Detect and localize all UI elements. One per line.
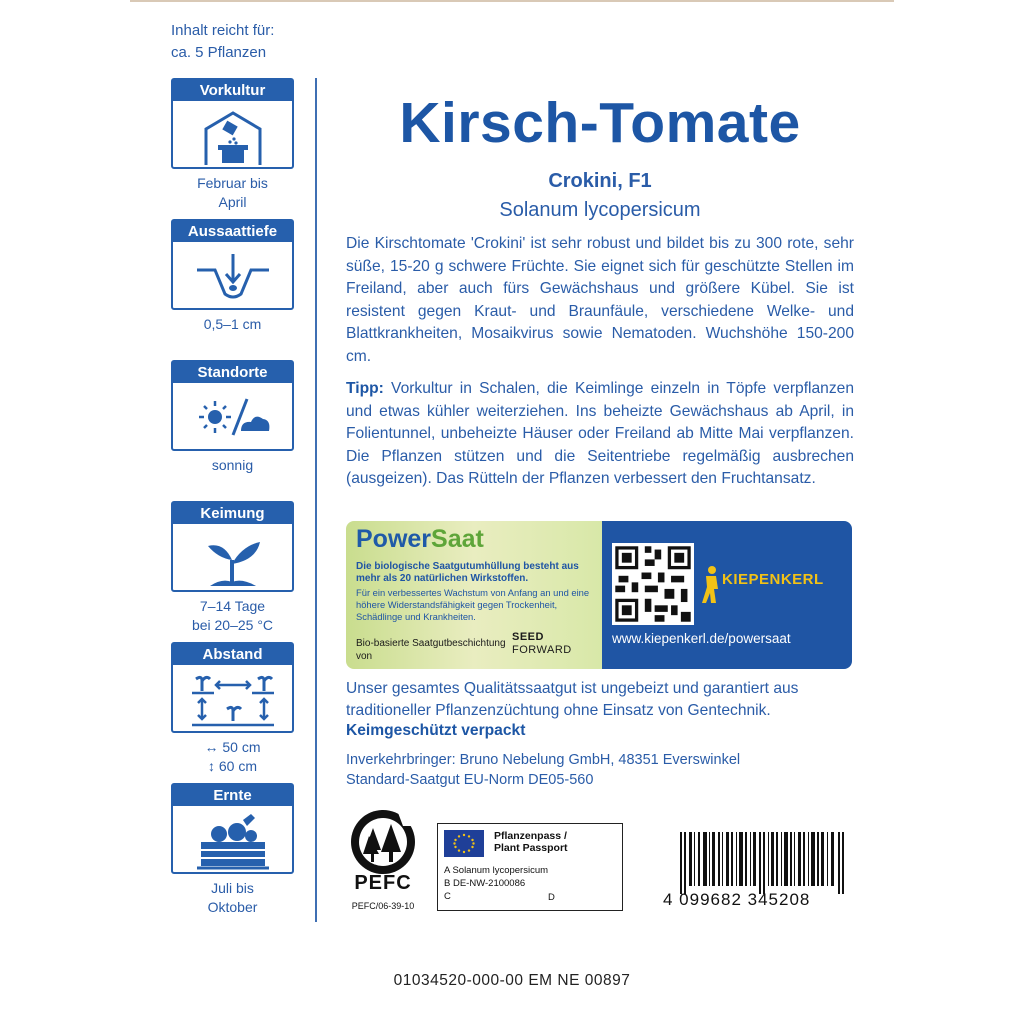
passport-field-a: A Solanum lycopersicum — [444, 865, 549, 876]
info-box-title: Keimung — [173, 503, 292, 524]
kiepenkerl-url[interactable]: www.kiepenkerl.de/powersaat — [612, 631, 791, 646]
passport-field-d: D — [548, 892, 555, 903]
powersaat-banner — [346, 521, 852, 669]
latin-name: Solanum lycopersicum — [499, 199, 701, 221]
info-box-title: Ernte — [173, 785, 292, 806]
info-box-title: Abstand — [173, 644, 292, 665]
powersaat-logo: PowerSaat — [356, 525, 484, 553]
info-box-title: Aussaattiefe — [173, 221, 292, 242]
seed-forward-logo: SEED FORWARD — [512, 631, 572, 656]
info-caption-vorkultur: Februar bis April — [197, 175, 268, 210]
tip-text: Vorkultur in Schalen, die Keimlinge einzeln in Töpfe verpflanzen und etwas kühler weiterziehen. Ins beheizte Gewächshaus ab April, in Folientunnel, unbeheizte Häuser oder Freiland ab Mitte Mai verpflanzen. Die Pflanzen stützen und die Seitentriebe regelmäßig ausbrechen (ausgeizen). Das Rütteln der Pflanzen verbessert den Fruchtansatz. — [346, 380, 854, 487]
contents-label: Inhalt reicht für: — [171, 22, 275, 39]
kiepenkerl-panel — [602, 521, 852, 669]
bio-coating-text: Bio-basierte Saatgutbeschichtung von — [356, 638, 506, 662]
info-box-keimung — [171, 501, 294, 592]
contents-info — [171, 20, 274, 64]
variety-name: Crokini, F1 — [548, 170, 652, 192]
barcode-icon — [680, 832, 846, 894]
plant-spacing-icon — [188, 671, 278, 733]
info-box-ernte — [171, 783, 294, 874]
greenhouse-seed-icon — [198, 107, 268, 167]
info-caption-aussaattiefe: 0,5–1 cm — [203, 316, 262, 332]
plant-passport — [437, 823, 623, 911]
pefc-logo-icon — [343, 806, 423, 914]
kiepenkerl-logo: KIEPENKERL — [722, 571, 824, 588]
info-caption-keimung: 7–14 Tage bei 20–25 °C — [191, 598, 274, 633]
info-caption-ernte: Juli bis Oktober — [207, 880, 258, 915]
info-box-title: Standorte — [173, 362, 292, 383]
tip-label: Tipp: — [346, 380, 384, 397]
powersaat-headline: Die biologische Saatgutumhüllung besteht aus mehr als 20 natürlichen Wirkstoffen. — [356, 561, 579, 584]
article-code: 01034520-000-00 EM NE 00897 — [393, 972, 631, 989]
pefc-code: PEFC/06-39-10 — [351, 901, 415, 911]
sowing-depth-icon — [193, 248, 273, 308]
product-description: Die Kirschtomate 'Crokini' ist sehr robust und bildet bis zu 300 rote, sehr süße, 15-20 g schwere Früchte. Sie eignet sich für geschützte Stellen im Freiland, aber auch fürs Gewächshaus und größere Kübel. Sie ist resistent gegen Kraut- und Braunfäule, verschiedene Welke- und Blattkrankheiten, Mosaikvirus sowie Nematoden. Wuchshöhe 150-200 cm. — [346, 235, 854, 365]
qr-code-icon[interactable] — [612, 543, 694, 625]
powersaat-benefits: Für ein verbessertes Wachstum von Anfang an und eine höhere Widerstandsfähigkeit gegen Trockenheit, Schädlinge und Krankheiten. — [356, 587, 590, 622]
product-title: Kirsch-Tomate — [399, 91, 801, 155]
powersaat-info-panel — [346, 521, 602, 669]
contents-value: ca. 5 Pflanzen — [171, 44, 267, 61]
seedling-icon — [198, 530, 268, 590]
harvest-crate-icon — [193, 812, 273, 872]
info-box-standorte — [171, 360, 294, 451]
eu-flag-icon — [444, 830, 484, 857]
passport-field-b: B DE-NW-2100086 — [444, 878, 526, 889]
info-caption-abstand: ↔ 50 cm ↕ 60 cm — [204, 739, 261, 774]
passport-field-c: C — [444, 891, 451, 902]
sun-cloud-icon — [193, 389, 273, 449]
top-border-line — [130, 0, 894, 2]
ean-number: 4 099682 345208 — [663, 890, 811, 909]
info-caption-standorte: sonnig — [211, 457, 254, 473]
packaging-note: Keimgeschützt verpackt — [346, 722, 526, 739]
distributor-info: Inverkehrbringer: Bruno Nebelung GmbH, 48351 Everswinkel Standard-Saatgut EU-Norm DE05-560 — [346, 752, 741, 788]
column-divider — [315, 78, 317, 922]
quality-statement: Unser gesamtes Qualitätssaatgut ist ungebeizt und garantiert aus traditioneller Pflanzenzüchtung ohne Einsatz von Gentechnik. — [346, 680, 799, 719]
info-box-vorkultur — [171, 78, 294, 169]
passport-title: Pflanzenpass / Plant Passport — [494, 830, 568, 854]
wanderer-icon — [700, 565, 722, 605]
tip-paragraph — [346, 378, 854, 491]
info-box-title: Vorkultur — [173, 80, 292, 101]
info-box-aussaattiefe — [171, 219, 294, 310]
pefc-label: PEFC — [354, 872, 412, 894]
info-box-abstand — [171, 642, 294, 733]
